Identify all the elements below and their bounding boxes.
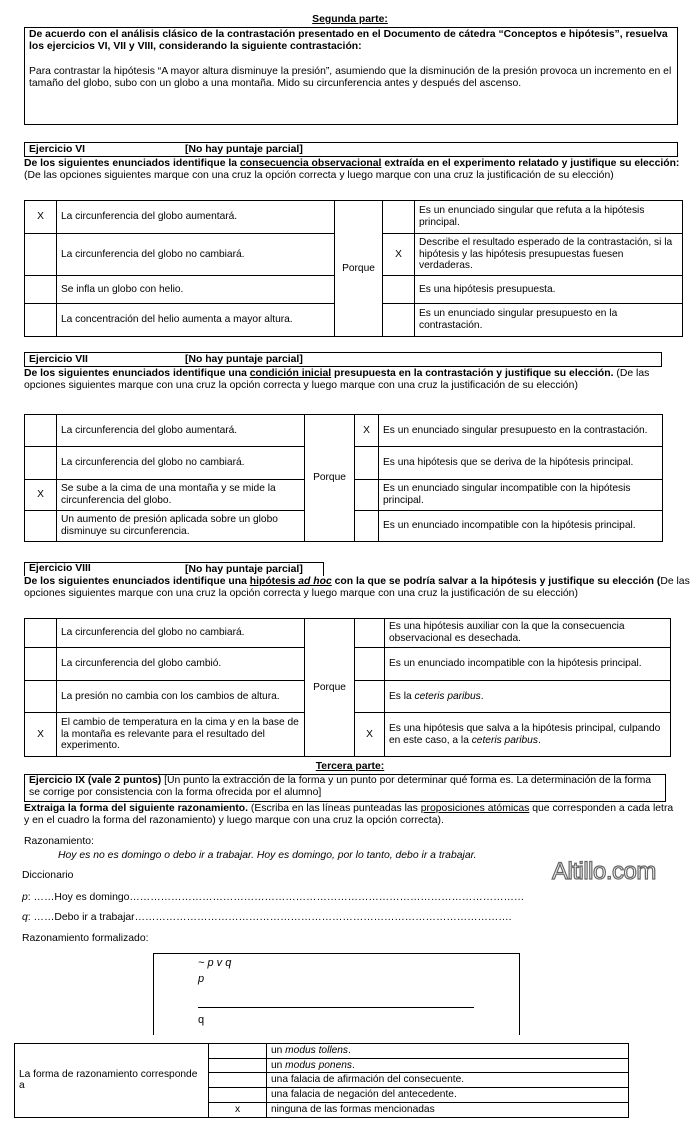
ex6-q-post: extraída en el experimento relatado y justifique su elección: — [381, 158, 680, 169]
ex6-option-left-4: La concentración del helio aumenta a mayor altura. — [57, 304, 335, 337]
conclusion: q — [198, 1014, 205, 1026]
part3-title: Tercera parte: — [315, 761, 385, 772]
ex9-name: Ejercicio IX (vale 2 puntos) — [29, 775, 162, 786]
formalizado-label: Razonamiento formalizado: — [22, 933, 149, 944]
table-row — [25, 201, 683, 234]
diccionario-label: Diccionario — [22, 870, 74, 881]
ex6-question — [24, 158, 688, 183]
ex7-mark-right-3[interactable] — [355, 480, 379, 511]
ex6-option-right-3: Es una hipótesis presupuesta. — [415, 276, 683, 304]
ex9-instr-pre: (Escriba en las líneas punteadas las — [248, 803, 421, 814]
ex7-option-left-2: La circunferencia del globo no cambiará. — [57, 447, 305, 480]
ex8-q-key — [250, 576, 332, 587]
ex6-option-left-3: Se infla un globo con helio. — [57, 276, 335, 304]
ex8-option-right-1: Es una hipótesis auxiliar con la que la consecuencia observacional es desechada. — [385, 619, 671, 648]
forma-option-1: un modus tollens. — [267, 1044, 629, 1059]
ex7-tag: [No hay puntaje parcial] — [185, 354, 303, 365]
ex8-q-note: De las opciones siguientes marque con una cruz la opción correcta y luego marque con una cruz la justificación de su elección) — [24, 576, 690, 600]
part2-intro-bold: De acuerdo con el análisis clásico de la contrastación presentado en el Documento de cátedra “Conceptos e hipótesis”, resuelva los ejercicios VI, VII y VIII, considerando la siguiente contrastación: — [29, 29, 668, 53]
ex8-mark-right-4[interactable]: X — [355, 713, 385, 757]
ex7-table — [24, 414, 663, 542]
ex6-mark-right-1[interactable] — [383, 201, 415, 234]
forma-mark-1[interactable] — [209, 1044, 267, 1059]
ex6-option-left-1: La circunferencia del globo aumentará. — [57, 201, 335, 234]
ex9-instr-post: que corresponden a cada letra y en el cuadro la forma del razonamiento) y luego marque con una cruz la opción correcta). — [24, 803, 674, 827]
ex7-header — [24, 352, 662, 367]
ex7-porque: Porque — [305, 415, 355, 542]
ex6-mark-left-3[interactable] — [25, 276, 57, 304]
ex8-q-key-text: hipótesis ad hoc — [249, 576, 332, 587]
ex7-q-post: presupuesta en la contrastación y justifique su elección. — [331, 368, 614, 379]
dict-q-letter: q — [22, 912, 28, 923]
ex7-mark-left-3[interactable]: X — [25, 480, 57, 511]
ex7-option-right-2: Es una hipótesis que se deriva de la hipótesis principal. — [379, 447, 663, 480]
inference-line — [198, 1007, 474, 1008]
ex6-tag: [No hay puntaje parcial] — [185, 144, 303, 155]
ex6-mark-right-4[interactable] — [383, 304, 415, 337]
ex8-mark-right-3[interactable] — [355, 681, 385, 713]
ex8-mark-right-2[interactable] — [355, 648, 385, 681]
ex6-option-right-2: Describe el resultado esperado de la contrastación, si la hipótesis y las hipótesis presupuestas fuesen verdaderas. — [415, 234, 683, 276]
ex8-name: Ejercicio VIII — [29, 563, 91, 574]
ex7-question — [24, 368, 674, 393]
forma-mark-3[interactable] — [209, 1073, 267, 1088]
forma-table — [14, 1043, 629, 1118]
ex6-name: Ejercicio VI — [29, 144, 86, 155]
ex9-tag: [Un punto la extracción de la forma y un punto por determinar qué forma es. La determinación de la forma se corrige por consistencia con la forma ofrecida por el alumno] — [29, 775, 652, 799]
ex8-option-right-4: Es una hipótesis que salva a la hipótesis principal, culpando en este caso, a la ceteris paribus. — [385, 713, 671, 757]
ex7-name: Ejercicio VII — [29, 354, 88, 365]
table-row — [25, 619, 671, 648]
table-row — [15, 1044, 629, 1059]
ex8-header — [24, 562, 324, 576]
forma-option-4: una falacia de negación del antecedente. — [267, 1088, 629, 1103]
ex6-mark-left-2[interactable] — [25, 234, 57, 276]
ex7-option-right-4: Es un enunciado incompatible con la hipótesis principal. — [379, 511, 663, 542]
ex7-option-left-4: Un aumento de presión aplicada sobre un globo disminuye su circunferencia. — [57, 511, 305, 542]
razonamiento-text: Hoy es no es domingo o debo ir a trabajar. Hoy es domingo, por lo tanto, debo ir a trabajar. — [58, 850, 477, 861]
ex8-mark-left-3[interactable] — [25, 681, 57, 713]
ex6-q-pre: De los siguientes enunciados identifique la — [24, 158, 240, 169]
ex8-option-right-2: Es un enunciado incompatible con la hipótesis principal. — [385, 648, 671, 681]
ex7-mark-left-1[interactable] — [25, 415, 57, 447]
ex7-option-right-1: Es un enunciado singular presupuesto en la contrastación. — [379, 415, 663, 447]
forma-option-3: una falacia de afirmación del consecuente. — [267, 1073, 629, 1088]
dict-p-row — [22, 892, 524, 904]
ex6-option-left-2: La circunferencia del globo no cambiará. — [57, 234, 335, 276]
ex7-q-key: condición inicial — [249, 368, 332, 379]
ex8-porque: Porque — [305, 619, 355, 757]
dict-p-field[interactable]: : ……Hoy es domingo…………………………………………………………………………………………………… — [27, 892, 525, 903]
watermark-logo: Altillo.com — [552, 858, 656, 885]
ex8-mark-left-2[interactable] — [25, 648, 57, 681]
ex6-q-note: (De las opciones siguientes marque con una cruz la opción correcta y luego marque con una cruz la justificación de su elección) — [24, 170, 614, 182]
dict-q-row — [22, 912, 512, 924]
ex6-mark-right-2[interactable]: X — [383, 234, 415, 276]
forma-label: La forma de razonamiento corresponde a — [15, 1044, 209, 1118]
ex8-mark-right-1[interactable] — [355, 619, 385, 648]
ex8-option-left-3: La presión no cambia con los cambios de altura. — [57, 681, 305, 713]
part2-title: Segunda parte: — [312, 14, 388, 25]
forma-option-5: ninguna de las formas mencionadas — [267, 1102, 629, 1117]
ex7-q-pre: De los siguientes enunciados identifique una — [24, 368, 250, 379]
ex7-mark-right-1[interactable]: X — [355, 415, 379, 447]
ex8-option-left-4: El cambio de temperatura en la cima y en la base de la montaña es relevante para el resultado del experimento. — [57, 713, 305, 757]
ex8-mark-left-1[interactable] — [25, 619, 57, 648]
forma-mark-4[interactable] — [209, 1088, 267, 1103]
ex7-mark-left-4[interactable] — [25, 511, 57, 542]
ex6-option-right-4: Es un enunciado singular presupuesto en la contrastación. — [415, 304, 683, 337]
ex8-q-post: con la que se podría salvar a la hipótesis y justifique su elección ( — [331, 576, 661, 587]
ex6-mark-left-1[interactable]: X — [25, 201, 57, 234]
forma-mark-2[interactable] — [209, 1058, 267, 1073]
ex7-option-left-3: Se sube a la cima de una montaña y se mide la circunferencia del globo. — [57, 480, 305, 511]
ex9-instructions — [24, 803, 680, 828]
razonamiento-label: Razonamiento: — [24, 836, 94, 847]
ex8-table — [24, 618, 671, 757]
ex9-instr-bold: Extraiga la forma del siguiente razonamiento. — [24, 803, 249, 814]
forma-option-2: un modus ponens. — [267, 1058, 629, 1073]
table-row — [25, 415, 663, 447]
ex8-option-right-3: Es la ceteris paribus. — [385, 681, 671, 713]
ex8-tag: [No hay puntaje parcial] — [185, 564, 303, 575]
ex6-option-right-1: Es un enunciado singular que refuta a la hipótesis principal. — [415, 201, 683, 234]
forma-mark-5[interactable]: x — [209, 1102, 267, 1117]
dict-q-field[interactable]: : ……Debo ir a trabajar………………………………………………………………………………………………. — [27, 912, 512, 923]
ex8-option-left-1: La circunferencia del globo no cambiará. — [57, 619, 305, 648]
formalized-box — [153, 953, 520, 1035]
ex6-mark-left-4[interactable] — [25, 304, 57, 337]
ex9-instr-key: proposiciones atómicas — [420, 803, 530, 814]
premise-2: p — [198, 973, 205, 985]
ex8-mark-left-4[interactable]: X — [25, 713, 57, 757]
ex8-question — [24, 576, 690, 601]
ex7-mark-right-4[interactable] — [355, 511, 379, 542]
premise-1: ~ p v q — [198, 957, 232, 969]
ex6-porque: Porque — [335, 201, 383, 337]
ex7-option-left-1: La circunferencia del globo aumentará. — [57, 415, 305, 447]
ex7-option-right-3: Es un enunciado singular incompatible con la hipótesis principal. — [379, 480, 663, 511]
dict-p-letter: p — [22, 892, 28, 903]
ex7-q-note: (De las opciones siguientes marque con una cruz la opción correcta y luego marque con una cruz la justificación de su elección) — [24, 368, 650, 392]
ex6-header — [24, 142, 678, 157]
ex6-mark-right-3[interactable] — [383, 276, 415, 304]
ex9-header — [24, 774, 666, 802]
ex6-q-key: consecuencia observacional — [239, 158, 382, 169]
part2-intro-text: Para contrastar la hipótesis “A mayor altura disminuye la presión”, asumiendo que la disminución de la presión provoca un incremento en el tamaño del globo, subo con un globo a una montaña. Mido su circunferencia antes y después del ascenso. — [29, 65, 672, 89]
ex8-q-pre: De los siguientes enunciados identifique una — [24, 576, 250, 587]
ex8-option-left-2: La circunferencia del globo cambió. — [57, 648, 305, 681]
ex7-mark-left-2[interactable] — [25, 447, 57, 480]
ex6-table — [24, 200, 683, 337]
part2-intro-box — [24, 27, 678, 125]
ex7-mark-right-2[interactable] — [355, 447, 379, 480]
